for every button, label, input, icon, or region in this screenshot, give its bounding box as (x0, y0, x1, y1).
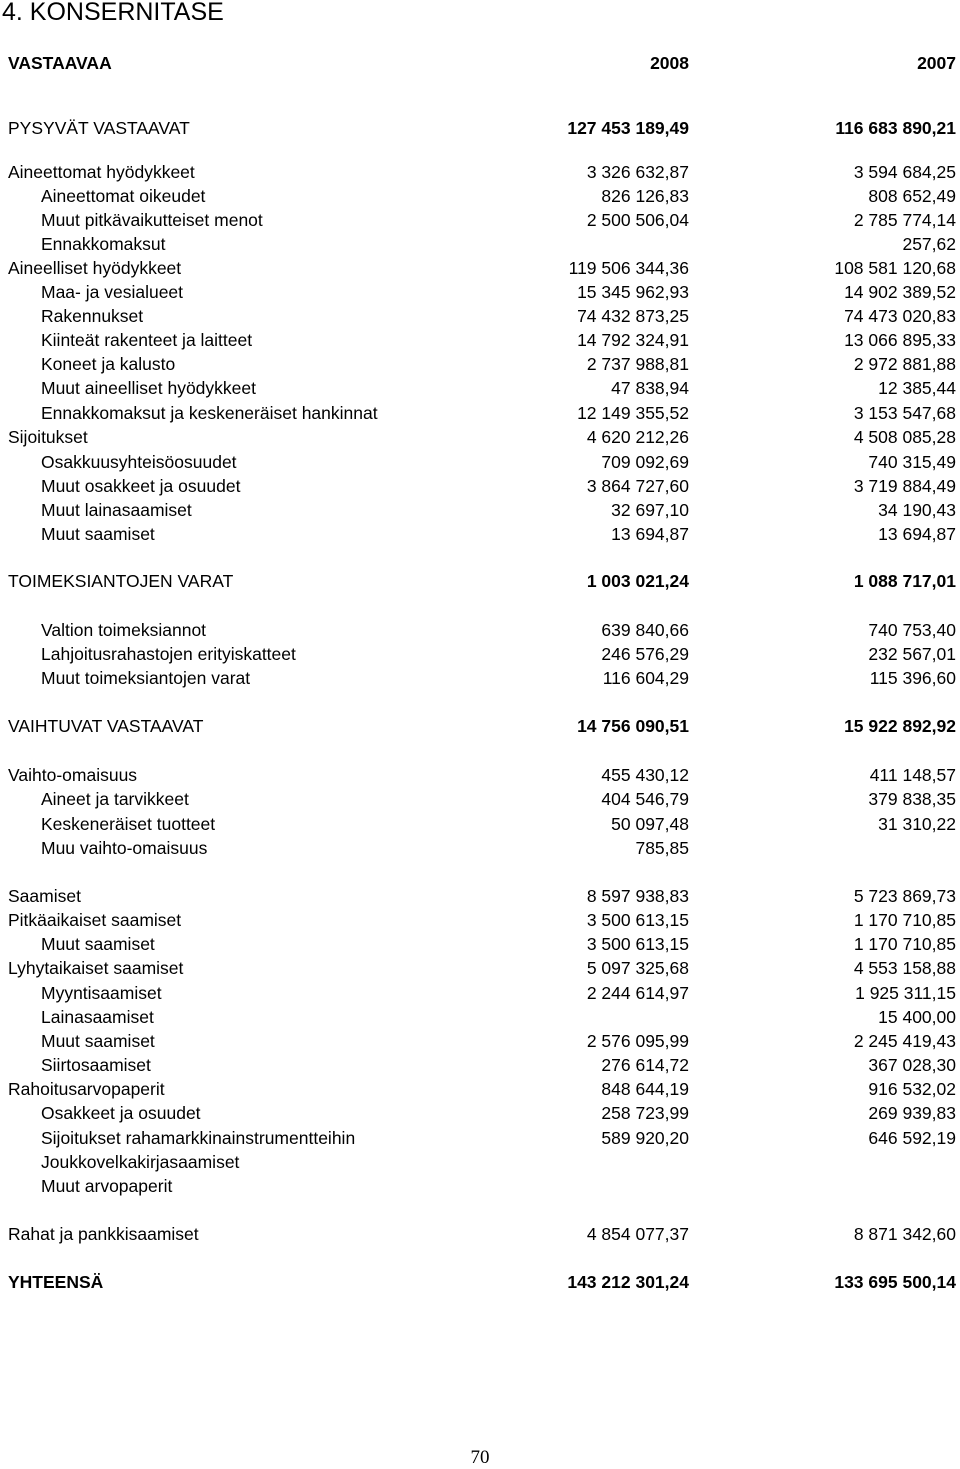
row-label: Keskeneräiset tuotteet (41, 814, 216, 834)
row-label: Muut saamiset (41, 1031, 155, 1051)
table-row (0, 643, 960, 665)
value-2008: 4 620 212,26 (586, 427, 689, 447)
row-label: Siirtosaamiset (41, 1055, 151, 1075)
value-2007: 8 871 342,60 (853, 1224, 956, 1244)
row-label: Lainasaamiset (41, 1007, 154, 1027)
table-row (0, 933, 960, 955)
value-2008: 32 697,10 (611, 500, 689, 520)
value-2007: 3 719 884,49 (853, 476, 956, 496)
value-2008: 12 149 355,52 (577, 403, 689, 423)
value-2008: 13 694,87 (611, 524, 689, 544)
table-row (0, 329, 960, 351)
value-2007: 269 939,83 (868, 1103, 956, 1123)
value-2007: 2 245 419,43 (853, 1031, 956, 1051)
value-2007: 74 473 020,83 (844, 306, 956, 326)
table-row (0, 1102, 960, 1124)
value-2007: 1 170 710,85 (853, 910, 956, 930)
table-row (0, 451, 960, 473)
row-label: Ennakkomaksut (41, 234, 166, 254)
value-2008: 785,85 (635, 838, 689, 858)
value-2008: 5 097 325,68 (586, 958, 689, 978)
value-2008: 709 092,69 (601, 452, 689, 472)
row-label: YHTEENSÄ (8, 1272, 104, 1292)
table-row (0, 957, 960, 979)
value-2007: 232 567,01 (868, 644, 956, 664)
value-2007: 15 922 892,92 (844, 716, 956, 736)
table-row (0, 209, 960, 231)
table-row (0, 257, 960, 279)
table-row (0, 353, 960, 375)
row-label: Pitkäaikaiset saamiset (8, 910, 182, 930)
value-2008: 14 792 324,91 (577, 330, 689, 350)
value-2008: 3 500 613,15 (586, 910, 689, 930)
row-label: Myyntisaamiset (41, 983, 162, 1003)
table-row (0, 764, 960, 786)
table-row (0, 885, 960, 907)
table-row (0, 499, 960, 521)
value-2008: 2 737 988,81 (586, 354, 689, 374)
value-2007: 2 785 774,14 (853, 210, 956, 230)
table-row (0, 1175, 960, 1197)
table-row (0, 667, 960, 689)
value-2007: 4 553 158,88 (853, 958, 956, 978)
value-2008: 74 432 873,25 (577, 306, 689, 326)
table-row (0, 185, 960, 207)
table-row (0, 402, 960, 424)
value-2007: 916 532,02 (868, 1079, 956, 1099)
value-2007: 15 400,00 (878, 1007, 956, 1027)
value-2008: 276 614,72 (601, 1055, 689, 1075)
row-label: Koneet ja kalusto (41, 354, 176, 374)
table-row (0, 1030, 960, 1052)
value-2007: 3 153 547,68 (853, 403, 956, 423)
value-2008: 14 756 090,51 (577, 716, 689, 736)
row-label: Muut toimeksiantojen varat (41, 668, 251, 688)
table-row (0, 1078, 960, 1100)
table-row (0, 233, 960, 255)
row-label: Saamiset (8, 886, 81, 906)
value-2008: 826 126,83 (601, 186, 689, 206)
table-row (0, 1127, 960, 1149)
value-2008: 127 453 189,49 (567, 118, 689, 138)
total-row (0, 1271, 960, 1293)
row-label: Muut osakkeet ja osuudet (41, 476, 241, 496)
header-year-2008: 2008 (650, 53, 689, 73)
value-2007: 13 694,87 (878, 524, 956, 544)
value-2008: 143 212 301,24 (567, 1272, 689, 1292)
table-row (0, 523, 960, 545)
row-label: Osakkuusyhteisöosuudet (41, 452, 237, 472)
value-2007: 116 683 890,21 (835, 118, 956, 138)
value-2007: 12 385,44 (878, 378, 956, 398)
value-2007: 740 315,49 (868, 452, 956, 472)
row-label: PYSYVÄT VASTAAVAT (8, 118, 190, 138)
table-row (0, 426, 960, 448)
header-label: VASTAAVAA (8, 53, 112, 73)
value-2008: 1 003 021,24 (586, 571, 689, 591)
value-2008: 589 920,20 (601, 1128, 689, 1148)
section-row (0, 715, 960, 737)
row-label: Rakennukset (41, 306, 144, 326)
table-row (0, 475, 960, 497)
table-row (0, 788, 960, 810)
row-label: Vaihto-omaisuus (8, 765, 138, 785)
row-label: TOIMEKSIANTOJEN VARAT (8, 571, 234, 591)
value-2008: 3 326 632,87 (586, 162, 689, 182)
header-year-2007: 2007 (917, 53, 956, 73)
value-2007: 133 695 500,14 (834, 1272, 956, 1292)
value-2007: 2 972 881,88 (853, 354, 956, 374)
table-row (0, 619, 960, 641)
table-row (0, 305, 960, 327)
value-2007: 367 028,30 (868, 1055, 956, 1075)
value-2008: 116 604,29 (602, 668, 689, 688)
value-2007: 115 396,60 (869, 668, 956, 688)
value-2007: 379 838,35 (868, 789, 956, 809)
value-2007: 257,62 (902, 234, 956, 254)
value-2007: 411 148,57 (869, 765, 956, 785)
row-label: Muut saamiset (41, 934, 155, 954)
row-label: Aineettomat hyödykkeet (8, 162, 195, 182)
value-2008: 258 723,99 (601, 1103, 689, 1123)
row-label: Muut aineelliset hyödykkeet (41, 378, 256, 398)
table-header (0, 52, 960, 74)
value-2008: 47 838,94 (611, 378, 689, 398)
value-2008: 848 644,19 (601, 1079, 689, 1099)
value-2008: 50 097,48 (611, 814, 689, 834)
row-label: Rahoitusarvopaperit (8, 1079, 165, 1099)
table-row (0, 1223, 960, 1245)
value-2008: 15 345 962,93 (577, 282, 689, 302)
row-label: Lahjoitusrahastojen erityiskatteet (41, 644, 296, 664)
table-row (0, 837, 960, 859)
value-2008: 639 840,66 (601, 620, 689, 640)
table-row (0, 813, 960, 835)
value-2007: 14 902 389,52 (844, 282, 956, 302)
row-label: Valtion toimeksiannot (41, 620, 207, 640)
value-2008: 3 500 613,15 (586, 934, 689, 954)
section-row (0, 117, 960, 139)
row-label: Muut lainasaamiset (41, 500, 192, 520)
row-label: Sijoitukset (8, 427, 88, 447)
row-label: Kiinteät rakenteet ja laitteet (41, 330, 253, 350)
value-2008: 3 864 727,60 (586, 476, 689, 496)
table-row (0, 1054, 960, 1076)
table-row (0, 161, 960, 183)
value-2008: 2 500 506,04 (586, 210, 689, 230)
value-2008: 455 430,12 (601, 765, 689, 785)
value-2007: 1 925 311,15 (855, 983, 956, 1003)
row-label: Muut saamiset (41, 524, 155, 544)
row-label: Lyhytaikaiset saamiset (8, 958, 184, 978)
row-label: Muu vaihto-omaisuus (41, 838, 208, 858)
page-number: 70 (470, 1447, 490, 1468)
table-row (0, 377, 960, 399)
table-row (0, 982, 960, 1004)
value-2008: 4 854 077,37 (586, 1224, 689, 1244)
value-2007: 5 723 869,73 (853, 886, 956, 906)
value-2007: 4 508 085,28 (853, 427, 956, 447)
value-2008: 404 546,79 (601, 789, 689, 809)
value-2007: 3 594 684,25 (853, 162, 956, 182)
row-label: Maa- ja vesialueet (41, 282, 184, 302)
row-label: Joukkovelkakirjasaamiset (41, 1152, 240, 1172)
row-label: Aineet ja tarvikkeet (41, 789, 189, 809)
value-2008: 2 576 095,99 (586, 1031, 689, 1051)
section-row (0, 570, 960, 592)
row-label: Rahat ja pankkisaamiset (8, 1224, 199, 1244)
value-2007: 31 310,22 (878, 814, 956, 834)
value-2008: 246 576,29 (601, 644, 689, 664)
value-2008: 2 244 614,97 (586, 983, 689, 1003)
value-2007: 13 066 895,33 (844, 330, 956, 350)
value-2007: 646 592,19 (868, 1128, 956, 1148)
value-2007: 1 088 717,01 (853, 571, 956, 591)
value-2007: 1 170 710,85 (853, 934, 956, 954)
page-title: 4. KONSERNITASE (2, 0, 224, 26)
table-row (0, 1151, 960, 1173)
table-row (0, 281, 960, 303)
row-label: Muut arvopaperit (41, 1176, 173, 1196)
row-label: Osakkeet ja osuudet (41, 1103, 201, 1123)
value-2008: 8 597 938,83 (586, 886, 689, 906)
value-2008: 119 506 344,36 (568, 258, 689, 278)
row-label: Muut pitkävaikutteiset menot (41, 210, 263, 230)
row-label: Aineettomat oikeudet (41, 186, 206, 206)
table-row (0, 1006, 960, 1028)
value-2007: 108 581 120,68 (834, 258, 956, 278)
row-label: Ennakkomaksut ja keskeneräiset hankinnat (41, 403, 378, 423)
table-row (0, 909, 960, 931)
row-label: Aineelliset hyödykkeet (8, 258, 182, 278)
value-2007: 34 190,43 (878, 500, 956, 520)
value-2007: 808 652,49 (868, 186, 956, 206)
row-label: VAIHTUVAT VASTAAVAT (8, 716, 204, 736)
row-label: Sijoitukset rahamarkkinainstrumentteihin (41, 1128, 356, 1148)
value-2007: 740 753,40 (868, 620, 956, 640)
